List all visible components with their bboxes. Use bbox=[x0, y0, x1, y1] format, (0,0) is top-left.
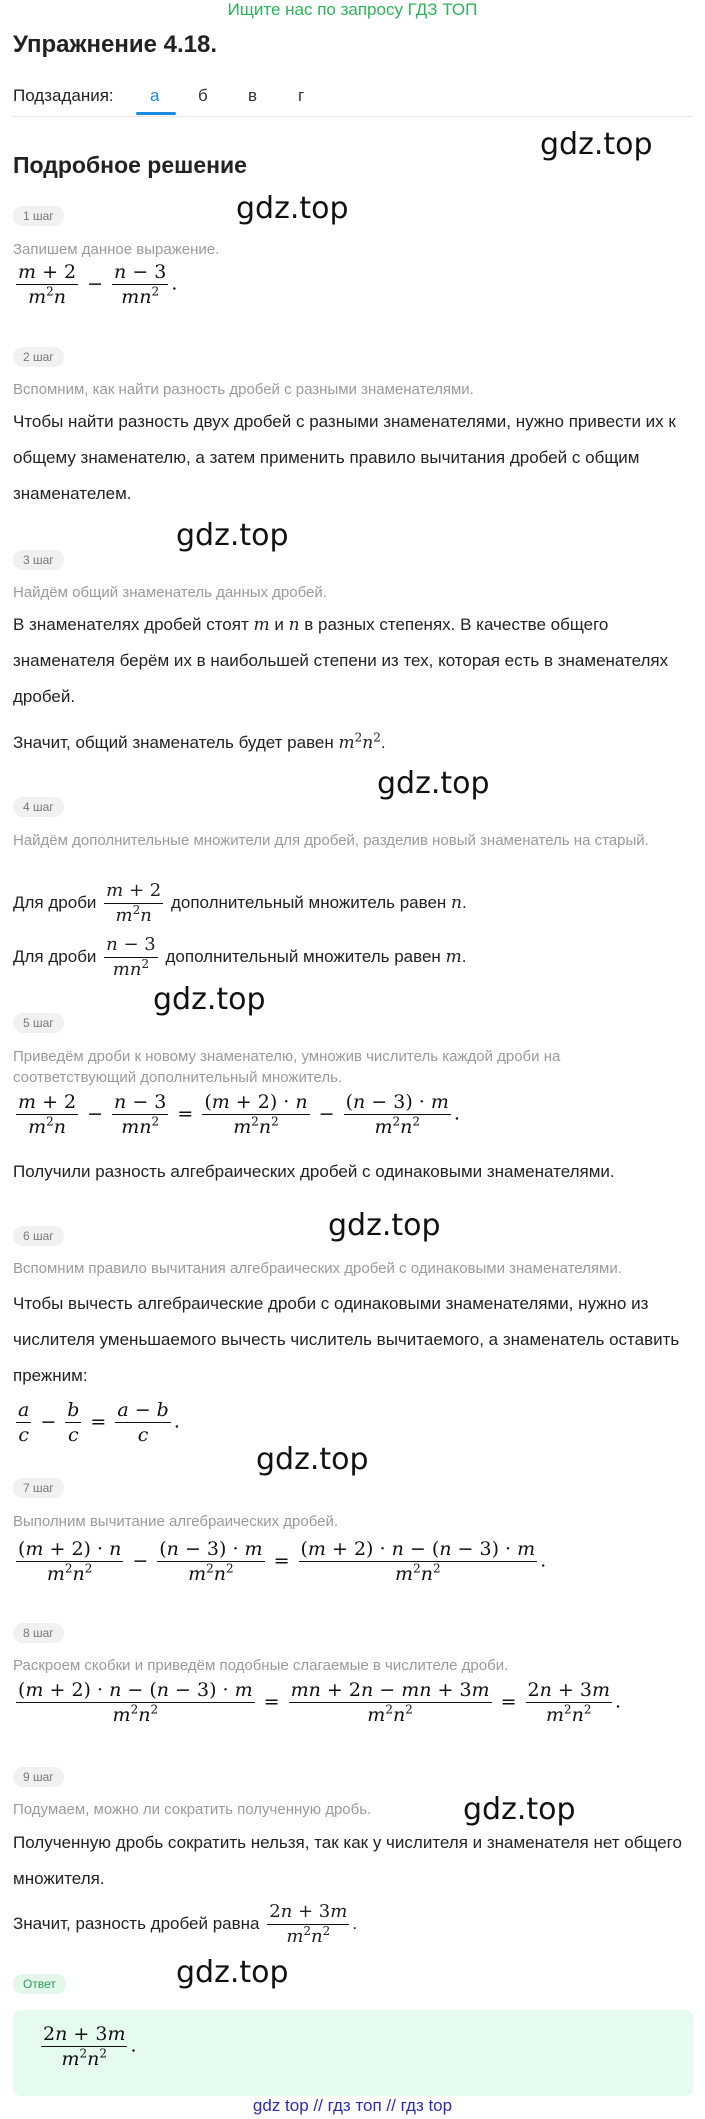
step-note: Найдём общий знаменатель данных дробей. bbox=[13, 584, 327, 601]
watermark: gdz.top bbox=[153, 982, 266, 1017]
step-badge: 8 шаг bbox=[13, 1623, 64, 1643]
math-expression: $\frac{m + 2}{m^2n}$ − $\frac{n - 3}{mn^2}$ . bbox=[18, 261, 178, 308]
step-note: Подумаем, можно ли сократить полученную дробь. bbox=[13, 1801, 372, 1818]
step-note: Раскроем скобки и приведём подобные слагаемые в числителе дроби. bbox=[13, 1657, 509, 1674]
subtasks-label: Подзадания: bbox=[13, 86, 114, 105]
step-text: Чтобы найти разность двух дробей с разными знаменателями, нужно привести их к общему знаменателю, а затем применить правило вычитания дробей с общим знаменателем. bbox=[13, 412, 676, 503]
step-note: Выполним вычитание алгебраических дробей. bbox=[13, 1513, 339, 1530]
watermark: gdz.top bbox=[377, 766, 490, 801]
step-note: Найдём дополнительные множители для дробей, разделив новый знаменатель на старый. bbox=[13, 832, 649, 849]
page-title: Упражнение 4.18. bbox=[13, 31, 218, 58]
footer-links[interactable]: gdz top // гдз топ // гдз top bbox=[252, 2096, 453, 2115]
step-text: Для дроби $\frac{m + 2}{m^2n}$ дополнительный множитель равен n. bbox=[13, 880, 467, 927]
step-note: Запишем данное выражение. bbox=[13, 241, 220, 258]
watermark: gdz.top bbox=[463, 1792, 576, 1827]
watermark: gdz.top bbox=[236, 191, 349, 226]
step-text: Значит, разность дробей равна $\frac{2n + 3m}{m^2n^2}$ . bbox=[13, 1901, 358, 1948]
step-badge: 4 шаг bbox=[13, 797, 64, 817]
step-badge: 6 шаг bbox=[13, 1226, 64, 1246]
step-text: В знаменателях дробей стоят m и n в разных степенях. В качестве общего знаменателя берём их в наибольшей степени из тех, которая есть в знаменателях дробей. bbox=[13, 615, 669, 706]
watermark: gdz.top bbox=[176, 1955, 289, 1990]
tab-b[interactable]: б bbox=[198, 86, 208, 105]
step-note: Вспомним, как найти разность дробей с разными знаменателями. bbox=[13, 381, 474, 398]
divider bbox=[13, 116, 693, 117]
step-text: Значит, общий знаменатель будет равен $m^2n^2$. bbox=[13, 730, 386, 753]
step-badge: 2 шаг bbox=[13, 347, 64, 367]
step-badge: 1 шаг bbox=[13, 206, 64, 226]
step-note: Вспомним правило вычитания алгебраических дробей с одинаковыми знаменателями. bbox=[13, 1260, 622, 1277]
math-expression: $\frac{(m + 2) \cdot n - (n - 3) \cdot m}{m^2n^2}$ = $\frac{mn + 2n - mn + 3m}{m^2n^2}$ = $\frac{2n + 3m}{m^2n^2}$ . bbox=[18, 1679, 622, 1726]
tab-v[interactable]: в bbox=[248, 86, 258, 105]
answer-expression: $\frac{2n + 3m}{m^2n^2}$ . bbox=[43, 2023, 137, 2070]
step-text: Для дроби $\frac{n - 3}{mn^2}$ дополнительный множитель равен m. bbox=[13, 934, 467, 981]
watermark: gdz.top bbox=[540, 127, 653, 162]
step-badge: 7 шаг bbox=[13, 1478, 64, 1498]
step-badge: 3 шаг bbox=[13, 550, 64, 570]
tab-g[interactable]: г bbox=[298, 86, 305, 105]
step-text: Полученную дробь сократить нельзя, так как у числителя и знаменателя нет общего множителя. bbox=[13, 1833, 682, 1888]
step-badge: 9 шаг bbox=[13, 1767, 64, 1787]
active-tab-indicator bbox=[136, 112, 176, 115]
watermark: gdz.top bbox=[176, 518, 289, 553]
math-expression: $\frac{(m + 2) \cdot n}{m^2n^2}$ − $\frac{(n - 3) \cdot m}{m^2n^2}$ = $\frac{(m + 2) \cdot n - (n - 3) \cdot m}{m^2n^2}$ . bbox=[18, 1538, 547, 1585]
watermark: gdz.top bbox=[328, 1208, 441, 1243]
step-note: Приведём дроби к новому знаменателю, умножив числитель каждой дроби на соответствующий дополнительный множитель. bbox=[13, 1048, 561, 1086]
step-badge: 5 шаг bbox=[13, 1013, 64, 1033]
step-text: Получили разность алгебраических дробей с одинаковыми знаменателями. bbox=[13, 1162, 615, 1181]
watermark: gdz.top bbox=[256, 1442, 369, 1477]
step-text: Чтобы вычесть алгебраические дроби с одинаковыми знаменателями, нужно из числителя уменьшаемого вычесть числитель вычитаемого, а знаменатель оставить прежним: bbox=[13, 1294, 680, 1385]
math-expression: $\frac{a}{c}$ − $\frac{b}{c}$ = $\frac{a - b}{c}$ . bbox=[18, 1399, 180, 1446]
section-title: Подробное решение bbox=[13, 152, 247, 178]
answer-badge: Ответ bbox=[13, 1974, 66, 1994]
top-banner[interactable]: Ищите нас по запросу ГДЗ ТОП bbox=[227, 0, 478, 19]
tab-a[interactable]: а bbox=[150, 86, 160, 105]
math-expression: $\frac{m + 2}{m^2n}$ − $\frac{n - 3}{mn^2}$ = $\frac{(m + 2) \cdot n}{m^2n^2}$ − $\frac{(n - 3) \cdot m}{m^2n^2}$ . bbox=[18, 1091, 460, 1138]
